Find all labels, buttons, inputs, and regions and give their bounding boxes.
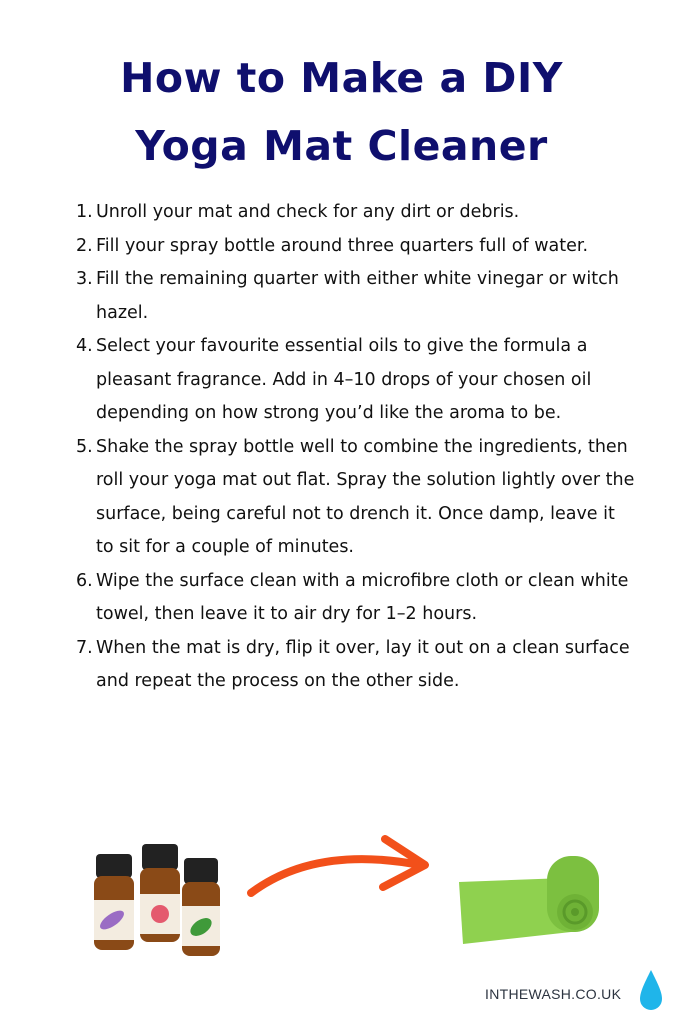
- step-number: 6.: [76, 570, 93, 591]
- step-number: 4.: [76, 336, 93, 356]
- step-5: [76, 431, 636, 565]
- step-1: [76, 196, 636, 230]
- step-text: Select your favourite essential oils to give the formula a pleasant fragrance. Add in 4–10 drops of your chosen oil depending on how strong you’d like the aroma to be.: [96, 336, 592, 423]
- step-number: 2.: [76, 235, 93, 256]
- step-text: Fill your spray bottle around three quarters full of water.: [96, 235, 589, 256]
- essential-oil-bottles-icon: [90, 840, 230, 960]
- page-title: [0, 44, 683, 180]
- water-drop-icon: [638, 968, 664, 1012]
- steps-list: [76, 196, 636, 699]
- step-number: 5.: [76, 436, 93, 457]
- step-text: Fill the remaining quarter with either white vinegar or witch hazel.: [96, 269, 619, 323]
- step-7: [76, 632, 636, 699]
- step-number: 1.: [76, 202, 93, 222]
- brand-label: INTHEWASH.CO.UK: [485, 986, 622, 1002]
- title-line-2: Yoga Mat Cleaner: [135, 122, 548, 170]
- step-number: 3.: [76, 269, 93, 289]
- title-line-1: How to Make a DIY: [120, 54, 563, 102]
- yoga-mat-icon: [455, 850, 605, 945]
- step-3: [76, 263, 636, 330]
- step-text: Shake the spray bottle well to combine the ingredients, then roll your yoga mat out flat. Spray the solution lightly over the surface, being careful not to drench it. Once damp, leave it to sit for a couple of minutes.: [96, 436, 635, 557]
- step-6: [76, 565, 636, 632]
- step-text: When the mat is dry, flip it over, lay it out on a clean surface and repeat the process on the other side.: [96, 637, 630, 691]
- step-text: Unroll your mat and check for any dirt or debris.: [96, 202, 520, 222]
- step-2: [76, 230, 636, 264]
- arrow-icon: [245, 835, 435, 905]
- step-text: Wipe the surface clean with a microfibre cloth or clean white towel, then leave it to air dry for 1–2 hours.: [96, 570, 629, 624]
- step-number: 7.: [76, 637, 93, 658]
- step-4: [76, 330, 636, 431]
